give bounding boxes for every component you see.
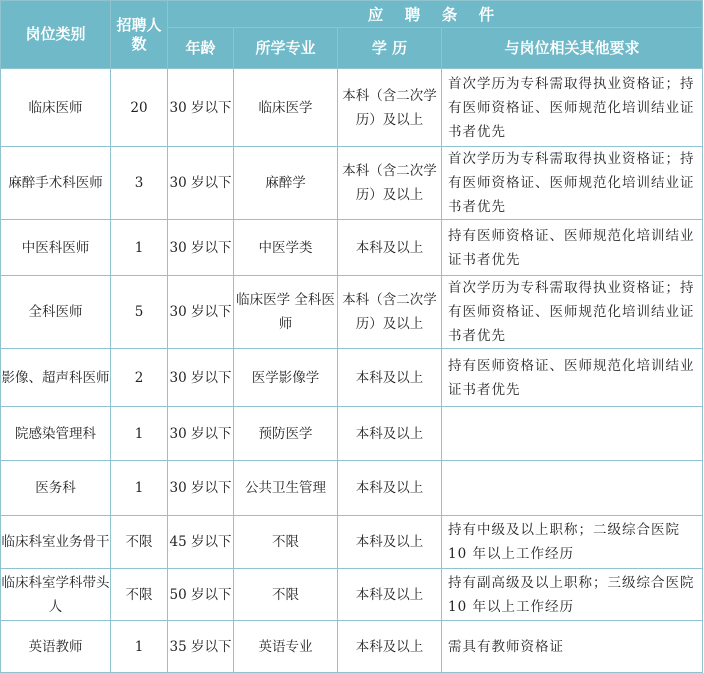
table-row [1,461,703,516]
position-cell: 中医科医师 [1,220,111,276]
table-row [1,407,703,461]
major-cell: 麻醉学 [234,147,338,220]
header-position-type: 岗位类别 [1,1,111,69]
age-cell: 30 岁以下 [168,349,234,407]
other-requirements-cell: 持有医师资格证、医师规范化培训结业证书者优先 [442,220,703,276]
headcount-cell: 1 [111,407,168,461]
table-row [1,69,703,147]
other-requirements-cell [442,407,703,461]
major-cell: 医学影像学 [234,349,338,407]
headcount-cell: 1 [111,621,168,673]
age-cell: 50 岁以下 [168,569,234,621]
major-cell: 临床医学 全科医师 [234,276,338,349]
position-cell: 英语教师 [1,621,111,673]
age-cell: 30 岁以下 [168,147,234,220]
header-conditions: 应 聘 条 件 [168,1,703,28]
age-cell: 30 岁以下 [168,407,234,461]
other-requirements-cell: 首次学历为专科需取得执业资格证；持有医师资格证、医师规范化培训结业证书者优先 [442,147,703,220]
other-requirements-cell: 首次学历为专科需取得执业资格证；持有医师资格证、医师规范化培训结业证书者优先 [442,276,703,349]
headcount-cell: 1 [111,220,168,276]
header-headcount: 招聘人数 [111,1,168,69]
table-row [1,220,703,276]
header-education: 学 历 [338,28,442,69]
position-cell: 院感染管理科 [1,407,111,461]
table-row [1,349,703,407]
age-cell: 30 岁以下 [168,276,234,349]
header-age: 年龄 [168,28,234,69]
position-cell: 全科医师 [1,276,111,349]
position-cell: 临床科室业务骨干 [1,516,111,569]
age-cell: 45 岁以下 [168,516,234,569]
age-cell: 35 岁以下 [168,621,234,673]
header-major: 所学专业 [234,28,338,69]
major-cell: 预防医学 [234,407,338,461]
education-cell: 本科（含二次学历）及以上 [338,69,442,147]
headcount-cell: 1 [111,461,168,516]
major-cell: 公共卫生管理 [234,461,338,516]
age-cell: 30 岁以下 [168,220,234,276]
major-cell: 临床医学 [234,69,338,147]
major-cell: 中医学类 [234,220,338,276]
other-requirements-cell: 持有中级及以上职称；二级综合医院10 年以上工作经历 [442,516,703,569]
age-cell: 30 岁以下 [168,69,234,147]
education-cell: 本科及以上 [338,569,442,621]
education-cell: 本科及以上 [338,461,442,516]
education-cell: 本科及以上 [338,621,442,673]
table-row [1,147,703,220]
other-requirements-cell: 首次学历为专科需取得执业资格证；持有医师资格证、医师规范化培训结业证书者优先 [442,69,703,147]
headcount-cell: 2 [111,349,168,407]
education-cell: 本科及以上 [338,220,442,276]
other-requirements-cell: 持有副高级及以上职称；三级综合医院 10 年以上工作经历 [442,569,703,621]
table-row [1,276,703,349]
age-cell: 30 岁以下 [168,461,234,516]
major-cell: 英语专业 [234,621,338,673]
table-row [1,569,703,621]
education-cell: 本科及以上 [338,349,442,407]
headcount-cell: 5 [111,276,168,349]
position-cell: 临床科室学科带头人 [1,569,111,621]
header-other-requirements: 与岗位相关其他要求 [442,28,703,69]
other-requirements-cell [442,461,703,516]
education-cell: 本科及以上 [338,407,442,461]
table-row [1,621,703,673]
position-cell: 临床医师 [1,69,111,147]
education-cell: 本科（含二次学历）及以上 [338,147,442,220]
major-cell: 不限 [234,569,338,621]
position-cell: 影像、超声科医师 [1,349,111,407]
education-cell: 本科（含二次学历）及以上 [338,276,442,349]
major-cell: 不限 [234,516,338,569]
headcount-cell: 3 [111,147,168,220]
headcount-cell: 20 [111,69,168,147]
table-row [1,516,703,569]
headcount-cell: 不限 [111,569,168,621]
headcount-cell: 不限 [111,516,168,569]
education-cell: 本科及以上 [338,516,442,569]
position-cell: 麻醉手术科医师 [1,147,111,220]
position-cell: 医务科 [1,461,111,516]
other-requirements-cell: 持有医师资格证、医师规范化培训结业证书者优先 [442,349,703,407]
other-requirements-cell: 需具有教师资格证 [442,621,703,673]
